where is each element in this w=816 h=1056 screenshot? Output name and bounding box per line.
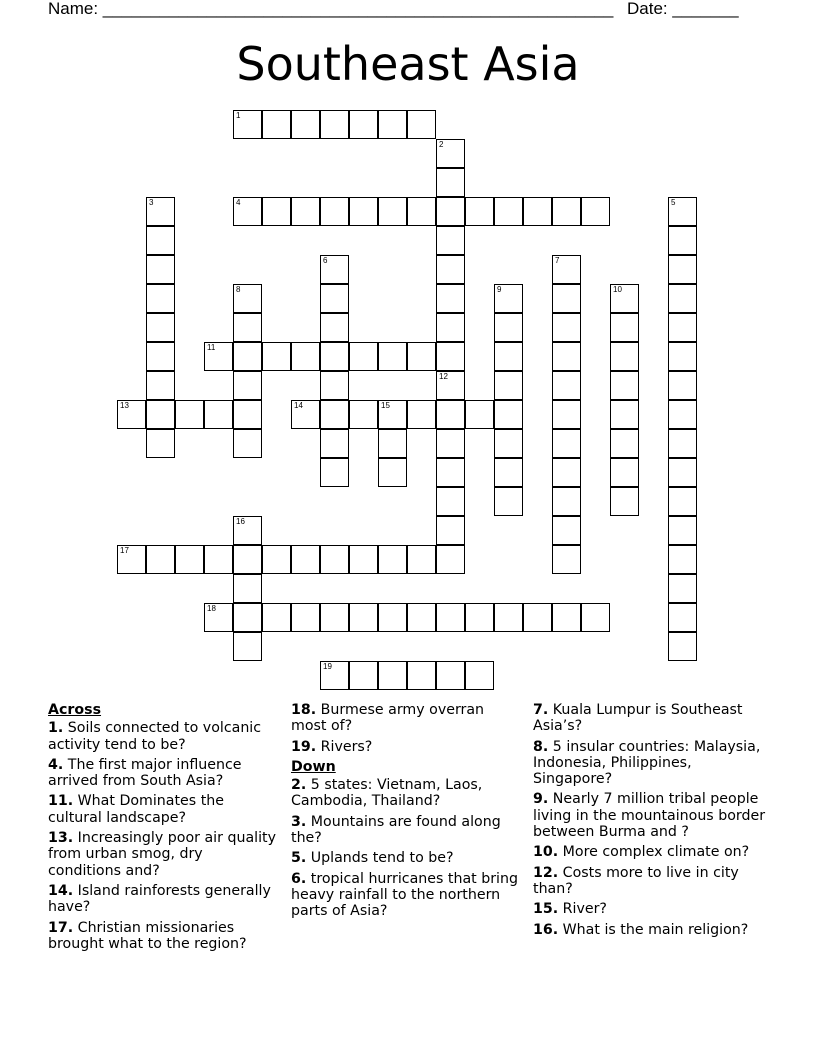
grid-cell[interactable] bbox=[117, 545, 146, 574]
clues-column-2 bbox=[291, 702, 521, 924]
clue-down-7: 7. Kuala Lumpur is Southeast Asia’s? bbox=[533, 702, 743, 735]
grid-cell[interactable] bbox=[552, 545, 581, 574]
grid-cell[interactable] bbox=[233, 429, 262, 458]
grid-cell[interactable] bbox=[378, 110, 407, 139]
grid-cell[interactable] bbox=[291, 110, 320, 139]
grid-cell[interactable] bbox=[436, 284, 465, 313]
grid-cell[interactable] bbox=[668, 371, 697, 400]
grid-cell[interactable] bbox=[146, 545, 175, 574]
grid-cell[interactable] bbox=[349, 661, 378, 690]
grid-cell[interactable] bbox=[378, 661, 407, 690]
grid-cell[interactable] bbox=[494, 284, 523, 313]
grid-cell[interactable] bbox=[668, 574, 697, 603]
grid-cell[interactable] bbox=[291, 603, 320, 632]
grid-cell[interactable] bbox=[668, 400, 697, 429]
grid-cell[interactable] bbox=[320, 458, 349, 487]
clue-number: 11 bbox=[207, 343, 216, 352]
grid-cell[interactable] bbox=[378, 545, 407, 574]
grid-cell[interactable] bbox=[233, 110, 262, 139]
grid-cell[interactable] bbox=[407, 110, 436, 139]
grid-cell[interactable] bbox=[349, 110, 378, 139]
grid-cell[interactable] bbox=[436, 197, 465, 226]
clue-number: 14 bbox=[294, 401, 303, 410]
grid-cell[interactable] bbox=[436, 487, 465, 516]
grid-cell[interactable] bbox=[436, 400, 465, 429]
name-field-label[interactable]: Name: ______________________________________________________ bbox=[48, 0, 614, 18]
grid-cell[interactable] bbox=[204, 545, 233, 574]
grid-cell[interactable] bbox=[407, 197, 436, 226]
clue-number: 9 bbox=[497, 285, 502, 294]
grid-cell[interactable] bbox=[494, 400, 523, 429]
across-heading: Across bbox=[48, 702, 102, 718]
grid-cell[interactable] bbox=[233, 574, 262, 603]
grid-cell[interactable] bbox=[465, 197, 494, 226]
grid-cell[interactable] bbox=[378, 458, 407, 487]
grid-cell[interactable] bbox=[233, 516, 262, 545]
grid-cell[interactable] bbox=[117, 400, 146, 429]
grid-cell[interactable] bbox=[233, 545, 262, 574]
grid-cell[interactable] bbox=[262, 545, 291, 574]
grid-cell[interactable] bbox=[668, 429, 697, 458]
grid-cell[interactable] bbox=[436, 661, 465, 690]
grid-cell[interactable] bbox=[146, 371, 175, 400]
grid-cell[interactable] bbox=[233, 284, 262, 313]
clue-across-18: 18. Burmese army overran most of? bbox=[291, 702, 485, 735]
grid-cell[interactable] bbox=[668, 255, 697, 284]
grid-cell[interactable] bbox=[436, 516, 465, 545]
grid-cell[interactable] bbox=[552, 342, 581, 371]
clue-down-16: 16. What is the main religion? bbox=[533, 921, 749, 938]
grid-cell[interactable] bbox=[552, 516, 581, 545]
clue-number: 18 bbox=[207, 604, 216, 613]
grid-cell[interactable] bbox=[233, 400, 262, 429]
grid-cell[interactable] bbox=[320, 197, 349, 226]
grid-cell[interactable] bbox=[378, 603, 407, 632]
grid-cell[interactable] bbox=[349, 400, 378, 429]
grid-cell[interactable] bbox=[407, 661, 436, 690]
clue-across-17: 17. Christian missionaries brought what to the region? bbox=[48, 919, 247, 952]
grid-cell[interactable] bbox=[494, 458, 523, 487]
grid-cell[interactable] bbox=[668, 458, 697, 487]
grid-cell[interactable] bbox=[668, 284, 697, 313]
grid-cell[interactable] bbox=[494, 603, 523, 632]
grid-cell[interactable] bbox=[668, 545, 697, 574]
clue-across-11: 11. What Dominates the cultural landscape? bbox=[48, 793, 224, 826]
grid-cell[interactable] bbox=[262, 197, 291, 226]
clue-number: 13 bbox=[120, 401, 129, 410]
grid-cell[interactable] bbox=[146, 313, 175, 342]
grid-cell[interactable] bbox=[436, 603, 465, 632]
grid-cell[interactable] bbox=[204, 603, 233, 632]
grid-cell[interactable] bbox=[233, 371, 262, 400]
grid-cell[interactable] bbox=[436, 429, 465, 458]
grid-cell[interactable] bbox=[668, 197, 697, 226]
clues-column-1 bbox=[48, 702, 278, 956]
grid-cell[interactable] bbox=[320, 284, 349, 313]
grid-cell[interactable] bbox=[668, 632, 697, 661]
grid-cell[interactable] bbox=[146, 429, 175, 458]
grid-cell[interactable] bbox=[146, 226, 175, 255]
clue-number: 10 bbox=[613, 285, 622, 294]
grid-cell[interactable] bbox=[552, 371, 581, 400]
grid-cell[interactable] bbox=[320, 603, 349, 632]
grid-cell[interactable] bbox=[349, 545, 378, 574]
grid-cell[interactable] bbox=[146, 284, 175, 313]
grid-cell[interactable] bbox=[146, 197, 175, 226]
clue-down-12: 12. Costs more to live in city than? bbox=[533, 864, 739, 897]
grid-cell[interactable] bbox=[291, 197, 320, 226]
grid-cell[interactable] bbox=[436, 371, 465, 400]
grid-cell[interactable] bbox=[233, 632, 262, 661]
clue-number: 2 bbox=[439, 140, 444, 149]
clue-down-6: 6. tropical hurricanes that bring heavy rainfall to the northern parts of Asia? bbox=[291, 870, 518, 920]
page-title: Southeast Asia bbox=[236, 37, 580, 91]
grid-cell[interactable] bbox=[320, 429, 349, 458]
clue-down-3: 3. Mountains are found along the? bbox=[291, 813, 501, 847]
grid-cell[interactable] bbox=[552, 400, 581, 429]
grid-cell[interactable] bbox=[407, 545, 436, 574]
grid-cell[interactable] bbox=[320, 545, 349, 574]
grid-cell[interactable] bbox=[465, 661, 494, 690]
grid-cell[interactable] bbox=[349, 603, 378, 632]
grid-cell[interactable] bbox=[407, 342, 436, 371]
clue-across-13: 13. Increasingly poor air quality from urban smog, dry conditions and? bbox=[48, 830, 276, 879]
down-heading: Down bbox=[291, 758, 336, 775]
grid-cell[interactable] bbox=[465, 400, 494, 429]
clue-number: 7 bbox=[555, 256, 560, 265]
grid-cell[interactable] bbox=[349, 197, 378, 226]
grid-cell[interactable] bbox=[436, 255, 465, 284]
grid-cell[interactable] bbox=[407, 603, 436, 632]
grid-cell[interactable] bbox=[465, 603, 494, 632]
grid-cell[interactable] bbox=[668, 313, 697, 342]
grid-cell[interactable] bbox=[146, 255, 175, 284]
clue-number: 6 bbox=[323, 256, 328, 265]
grid-cell[interactable] bbox=[494, 487, 523, 516]
grid-cell[interactable] bbox=[378, 197, 407, 226]
grid-cell[interactable] bbox=[436, 342, 465, 371]
grid-cell[interactable] bbox=[320, 313, 349, 342]
grid-cell[interactable] bbox=[552, 255, 581, 284]
grid-cell[interactable] bbox=[436, 139, 465, 168]
clues-column-3 bbox=[533, 702, 773, 942]
clue-number: 1 bbox=[236, 111, 241, 120]
clue-number: 5 bbox=[671, 198, 676, 207]
grid-cell[interactable] bbox=[233, 197, 262, 226]
clue-number: 17 bbox=[120, 546, 129, 555]
grid-cell[interactable] bbox=[610, 342, 639, 371]
grid-cell[interactable] bbox=[610, 313, 639, 342]
grid-cell[interactable] bbox=[320, 400, 349, 429]
grid-cell[interactable] bbox=[581, 197, 610, 226]
grid-cell[interactable] bbox=[378, 429, 407, 458]
grid-cell[interactable] bbox=[320, 110, 349, 139]
grid-cell[interactable] bbox=[610, 429, 639, 458]
grid-cell[interactable] bbox=[291, 400, 320, 429]
grid-cell[interactable] bbox=[552, 603, 581, 632]
grid-cell[interactable] bbox=[436, 226, 465, 255]
clue-across-14: 14. Island rainforests generally have? bbox=[48, 882, 271, 916]
grid-cell[interactable] bbox=[262, 603, 291, 632]
grid-cell[interactable] bbox=[146, 400, 175, 429]
date-field-label[interactable]: Date: _______ bbox=[627, 0, 739, 18]
grid-cell[interactable] bbox=[320, 371, 349, 400]
grid-cell[interactable] bbox=[262, 342, 291, 371]
grid-cell[interactable] bbox=[552, 429, 581, 458]
clue-down-8: 8. 5 insular countries: Malaysia, Indonesia, Philippines, Singapore? bbox=[533, 738, 761, 788]
clue-number: 3 bbox=[149, 198, 154, 207]
grid-cell[interactable] bbox=[262, 110, 291, 139]
clue-down-5: 5. Uplands tend to be? bbox=[291, 850, 454, 867]
grid-cell[interactable] bbox=[494, 197, 523, 226]
clue-across-4: 4. The first major influence arrived from South Asia? bbox=[48, 756, 242, 790]
grid-cell[interactable] bbox=[523, 197, 552, 226]
grid-cell[interactable] bbox=[320, 255, 349, 284]
grid-cell[interactable] bbox=[233, 603, 262, 632]
clue-number: 8 bbox=[236, 285, 241, 294]
grid-cell[interactable] bbox=[233, 342, 262, 371]
grid-cell[interactable] bbox=[291, 545, 320, 574]
clue-down-2: 2. 5 states: Vietnam, Laos, Cambodia, Thailand? bbox=[291, 777, 483, 810]
grid-cell[interactable] bbox=[146, 342, 175, 371]
grid-cell[interactable] bbox=[378, 342, 407, 371]
grid-cell[interactable] bbox=[552, 458, 581, 487]
grid-cell[interactable] bbox=[349, 342, 378, 371]
grid-cell[interactable] bbox=[320, 661, 349, 690]
grid-cell[interactable] bbox=[233, 313, 262, 342]
grid-cell[interactable] bbox=[552, 284, 581, 313]
grid-cell[interactable] bbox=[668, 603, 697, 632]
grid-cell[interactable] bbox=[320, 342, 349, 371]
grid-cell[interactable] bbox=[494, 313, 523, 342]
clue-down-15: 15. River? bbox=[533, 901, 607, 918]
clue-number: 4 bbox=[236, 198, 241, 207]
grid-cell[interactable] bbox=[668, 342, 697, 371]
grid-cell[interactable] bbox=[523, 603, 552, 632]
grid-cell[interactable] bbox=[436, 168, 465, 197]
grid-cell[interactable] bbox=[175, 545, 204, 574]
grid-cell[interactable] bbox=[610, 458, 639, 487]
grid-cell[interactable] bbox=[494, 371, 523, 400]
clue-across-1: 1. Soils connected to volcanic activity tend to be? bbox=[48, 720, 262, 753]
grid-cell[interactable] bbox=[204, 400, 233, 429]
grid-cell[interactable] bbox=[552, 487, 581, 516]
grid-cell[interactable] bbox=[175, 400, 204, 429]
grid-cell[interactable] bbox=[407, 400, 436, 429]
grid-cell[interactable] bbox=[610, 284, 639, 313]
clue-down-9: 9. Nearly 7 million tribal people living in the mountainous border between Burma and ? bbox=[533, 791, 766, 841]
grid-cell[interactable] bbox=[668, 516, 697, 545]
grid-cell[interactable] bbox=[204, 342, 233, 371]
grid-cell[interactable] bbox=[552, 313, 581, 342]
grid-cell[interactable] bbox=[610, 487, 639, 516]
grid-cell[interactable] bbox=[436, 545, 465, 574]
grid-cell[interactable] bbox=[610, 400, 639, 429]
grid-cell[interactable] bbox=[610, 371, 639, 400]
grid-cell[interactable] bbox=[668, 226, 697, 255]
clue-number: 12 bbox=[439, 372, 448, 381]
clue-down-10: 10. More complex climate on? bbox=[533, 844, 750, 861]
grid-cell[interactable] bbox=[291, 342, 320, 371]
grid-cell[interactable] bbox=[436, 458, 465, 487]
grid-cell[interactable] bbox=[494, 429, 523, 458]
grid-cell[interactable] bbox=[494, 342, 523, 371]
clue-across-19: 19. Rivers? bbox=[291, 738, 373, 755]
grid-cell[interactable] bbox=[436, 313, 465, 342]
clue-number: 19 bbox=[323, 662, 332, 671]
grid-cell[interactable] bbox=[378, 400, 407, 429]
clue-number: 15 bbox=[381, 401, 390, 410]
grid-cell[interactable] bbox=[668, 487, 697, 516]
clue-number: 16 bbox=[236, 517, 245, 526]
grid-cell[interactable] bbox=[552, 197, 581, 226]
grid-cell[interactable] bbox=[581, 603, 610, 632]
